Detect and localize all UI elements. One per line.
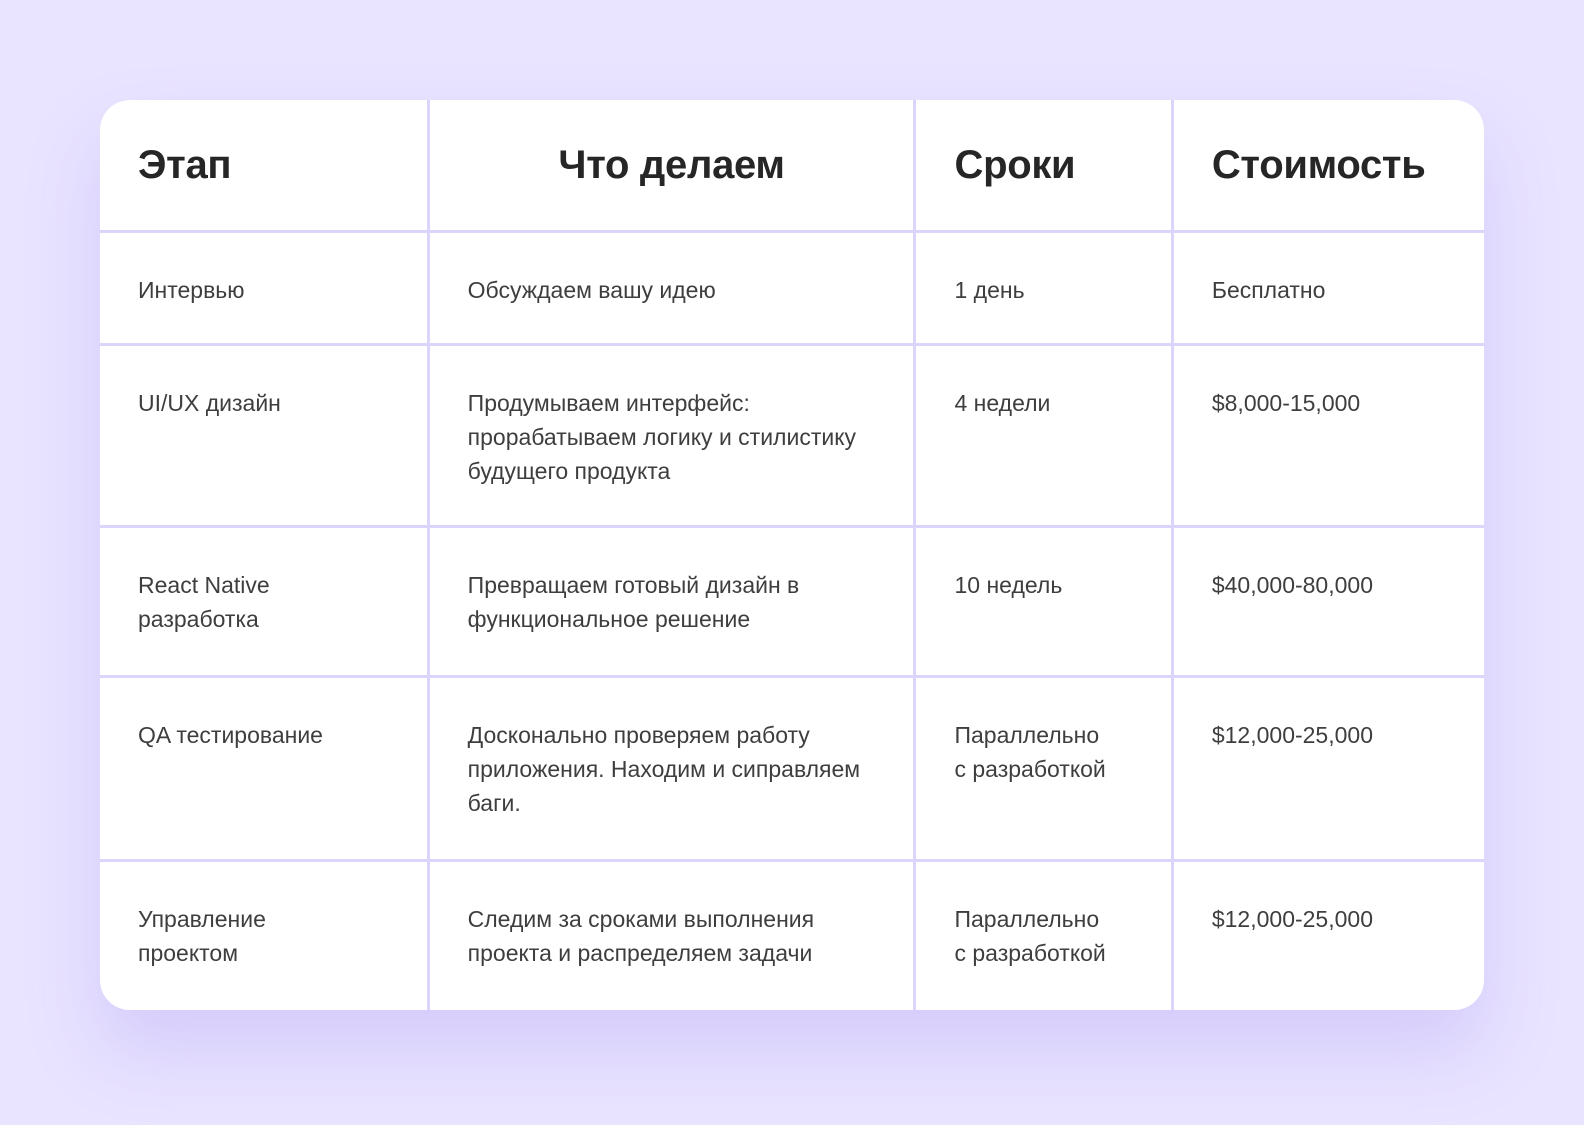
stage-cell (100, 527, 428, 677)
time-cell (915, 861, 1172, 1011)
time-cell (915, 232, 1172, 345)
what-text: проекта и распределяем задачи (467, 940, 813, 966)
table-row (100, 527, 1484, 677)
time-text: 1 день (954, 277, 1025, 303)
what-cell (428, 677, 915, 861)
stage-text: проектом (138, 940, 239, 966)
time-cell (915, 677, 1172, 861)
stage-cell (100, 232, 428, 345)
time-cell (915, 527, 1172, 677)
pricing-table (100, 100, 1484, 1010)
what-text: будущего продукта (467, 458, 671, 484)
stage-text: Управление (138, 906, 266, 932)
stage-cell (100, 345, 428, 527)
cost-text: $8,000-15,000 (1211, 390, 1361, 416)
what-cell (428, 527, 915, 677)
time-text: с разработкой (954, 756, 1106, 782)
time-text: с разработкой (954, 940, 1106, 966)
what-text: Досконально проверяем работу (467, 722, 810, 748)
stage-text: разработка (138, 606, 259, 632)
time-text: Параллельно (954, 906, 1100, 932)
what-text: Продумываем интерфейс: (467, 390, 750, 416)
cost-text: Бесплатно (1211, 277, 1326, 303)
what-text: баги. (467, 790, 521, 816)
what-text: приложения. Находим и сиправляем (467, 756, 861, 782)
cost-cell (1172, 677, 1484, 861)
what-text: функциональное решение (467, 606, 751, 632)
stage-text: QA тестирование (138, 722, 323, 748)
cost-text: $12,000-25,000 (1211, 722, 1373, 748)
what-cell (428, 345, 915, 527)
stage-text: Интервью (138, 277, 245, 303)
stage-text: React Native (138, 572, 270, 598)
stage-cell (100, 861, 428, 1011)
time-cell (915, 345, 1172, 527)
header-cost: Стоимость (1172, 100, 1484, 232)
what-text: прорабатываем логику и стилистику (467, 424, 857, 450)
stage-cell (100, 677, 428, 861)
stage-text: UI/UX дизайн (138, 390, 281, 416)
header-what-we-do: Что делаем (428, 100, 915, 232)
cost-text: $12,000-25,000 (1211, 906, 1373, 932)
table-row (100, 232, 1484, 345)
table-row (100, 677, 1484, 861)
what-text: Следим за сроками выполнения (467, 906, 815, 932)
time-text: 10 недель (954, 572, 1063, 598)
cost-cell (1172, 232, 1484, 345)
time-text: 4 недели (954, 390, 1051, 416)
table-row (100, 861, 1484, 1011)
time-text: Параллельно (954, 722, 1100, 748)
cost-cell (1172, 527, 1484, 677)
cost-text: $40,000-80,000 (1211, 572, 1373, 598)
cost-cell (1172, 345, 1484, 527)
table-header-row (100, 100, 1484, 232)
what-cell (428, 232, 915, 345)
what-cell (428, 861, 915, 1011)
table-row (100, 345, 1484, 527)
what-text: Превращаем готовый дизайн в (467, 572, 800, 598)
cost-cell (1172, 861, 1484, 1011)
header-stage: Этап (100, 100, 428, 232)
what-text: Обсуждаем вашу идею (467, 277, 716, 303)
header-timeline: Сроки (915, 100, 1172, 232)
pricing-table-card (100, 100, 1484, 1010)
